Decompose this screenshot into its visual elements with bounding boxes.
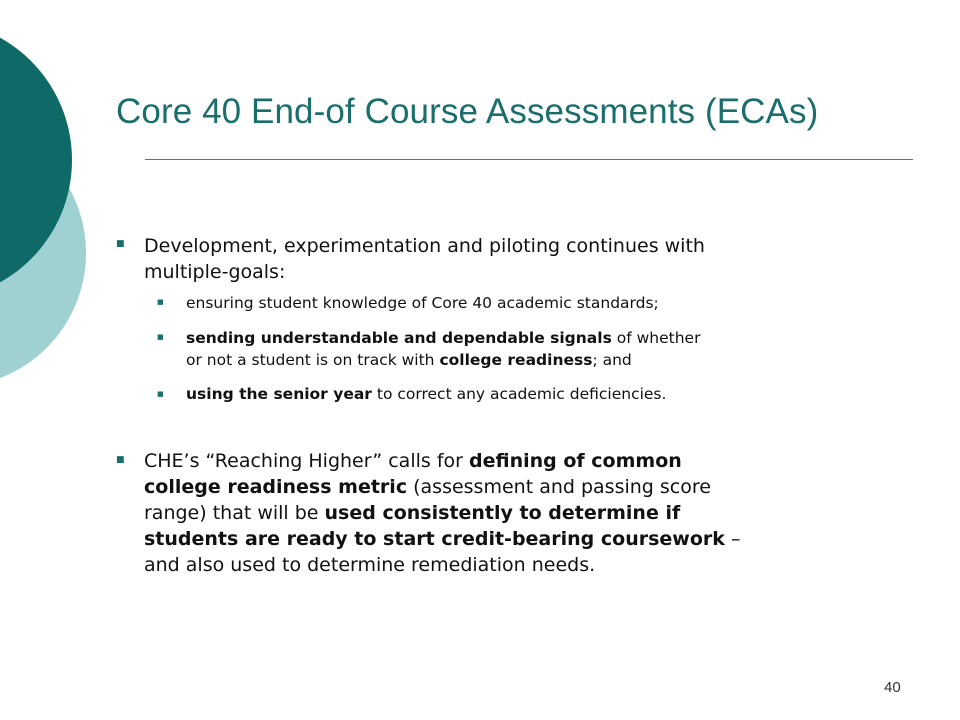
bullet-2-bold-1: defining of common xyxy=(469,450,682,472)
square-bullet-icon: ■ xyxy=(116,455,125,465)
bullet-2-text-4: – xyxy=(724,528,741,550)
square-bullet-icon: ■ xyxy=(116,239,125,249)
subbullet-2-bold-2: college readiness xyxy=(439,351,593,369)
slide-title: Core 40 End-of Course Assessments (ECAs) xyxy=(116,92,819,131)
bullet-2-text-1: CHE’s “Reaching Higher” calls for xyxy=(144,450,469,472)
subbullet-2-bold-1: sending understandable and dependable signals xyxy=(186,329,612,347)
bullet-1-line-1: Development, experimentation and piloting continues with xyxy=(144,235,705,257)
subbullet-3-text xyxy=(186,383,666,405)
subbullet-3-bold: using the senior year xyxy=(186,385,372,403)
subbullet-1-text xyxy=(186,292,659,314)
bullet-2-text-5: and also used to determine remediation needs. xyxy=(144,554,596,576)
subbullet-2-text xyxy=(186,327,700,371)
bullet-1-text xyxy=(144,233,705,285)
subbullet-2-text-1: of whether xyxy=(611,329,701,347)
bullet-1-line-2: multiple-goals: xyxy=(144,261,286,283)
bullet-2-bold-4: students are ready to start credit-bearing coursework xyxy=(144,528,725,550)
square-bullet-icon: ■ xyxy=(157,333,164,341)
subbullet-2-text-3: ; and xyxy=(592,351,632,369)
bullet-2-bold-3: used consistently to determine if xyxy=(324,502,681,524)
subbullet-2-text-2: or not a student is on track with xyxy=(186,351,440,369)
subbullet-3-text-1: to correct any academic deficiencies. xyxy=(371,385,667,403)
page-number: 40 xyxy=(884,679,901,696)
square-bullet-icon: ■ xyxy=(157,390,164,398)
bullet-2-bold-2: college readiness metric xyxy=(144,476,408,498)
square-bullet-icon: ■ xyxy=(157,298,164,306)
bullet-2-text xyxy=(144,448,740,578)
bullet-2-text-3: range) that will be xyxy=(144,502,325,524)
subbullet-1-line: ensuring student knowledge of Core 40 academic standards; xyxy=(186,294,659,312)
bullet-2-text-2: (assessment and passing score xyxy=(407,476,711,498)
